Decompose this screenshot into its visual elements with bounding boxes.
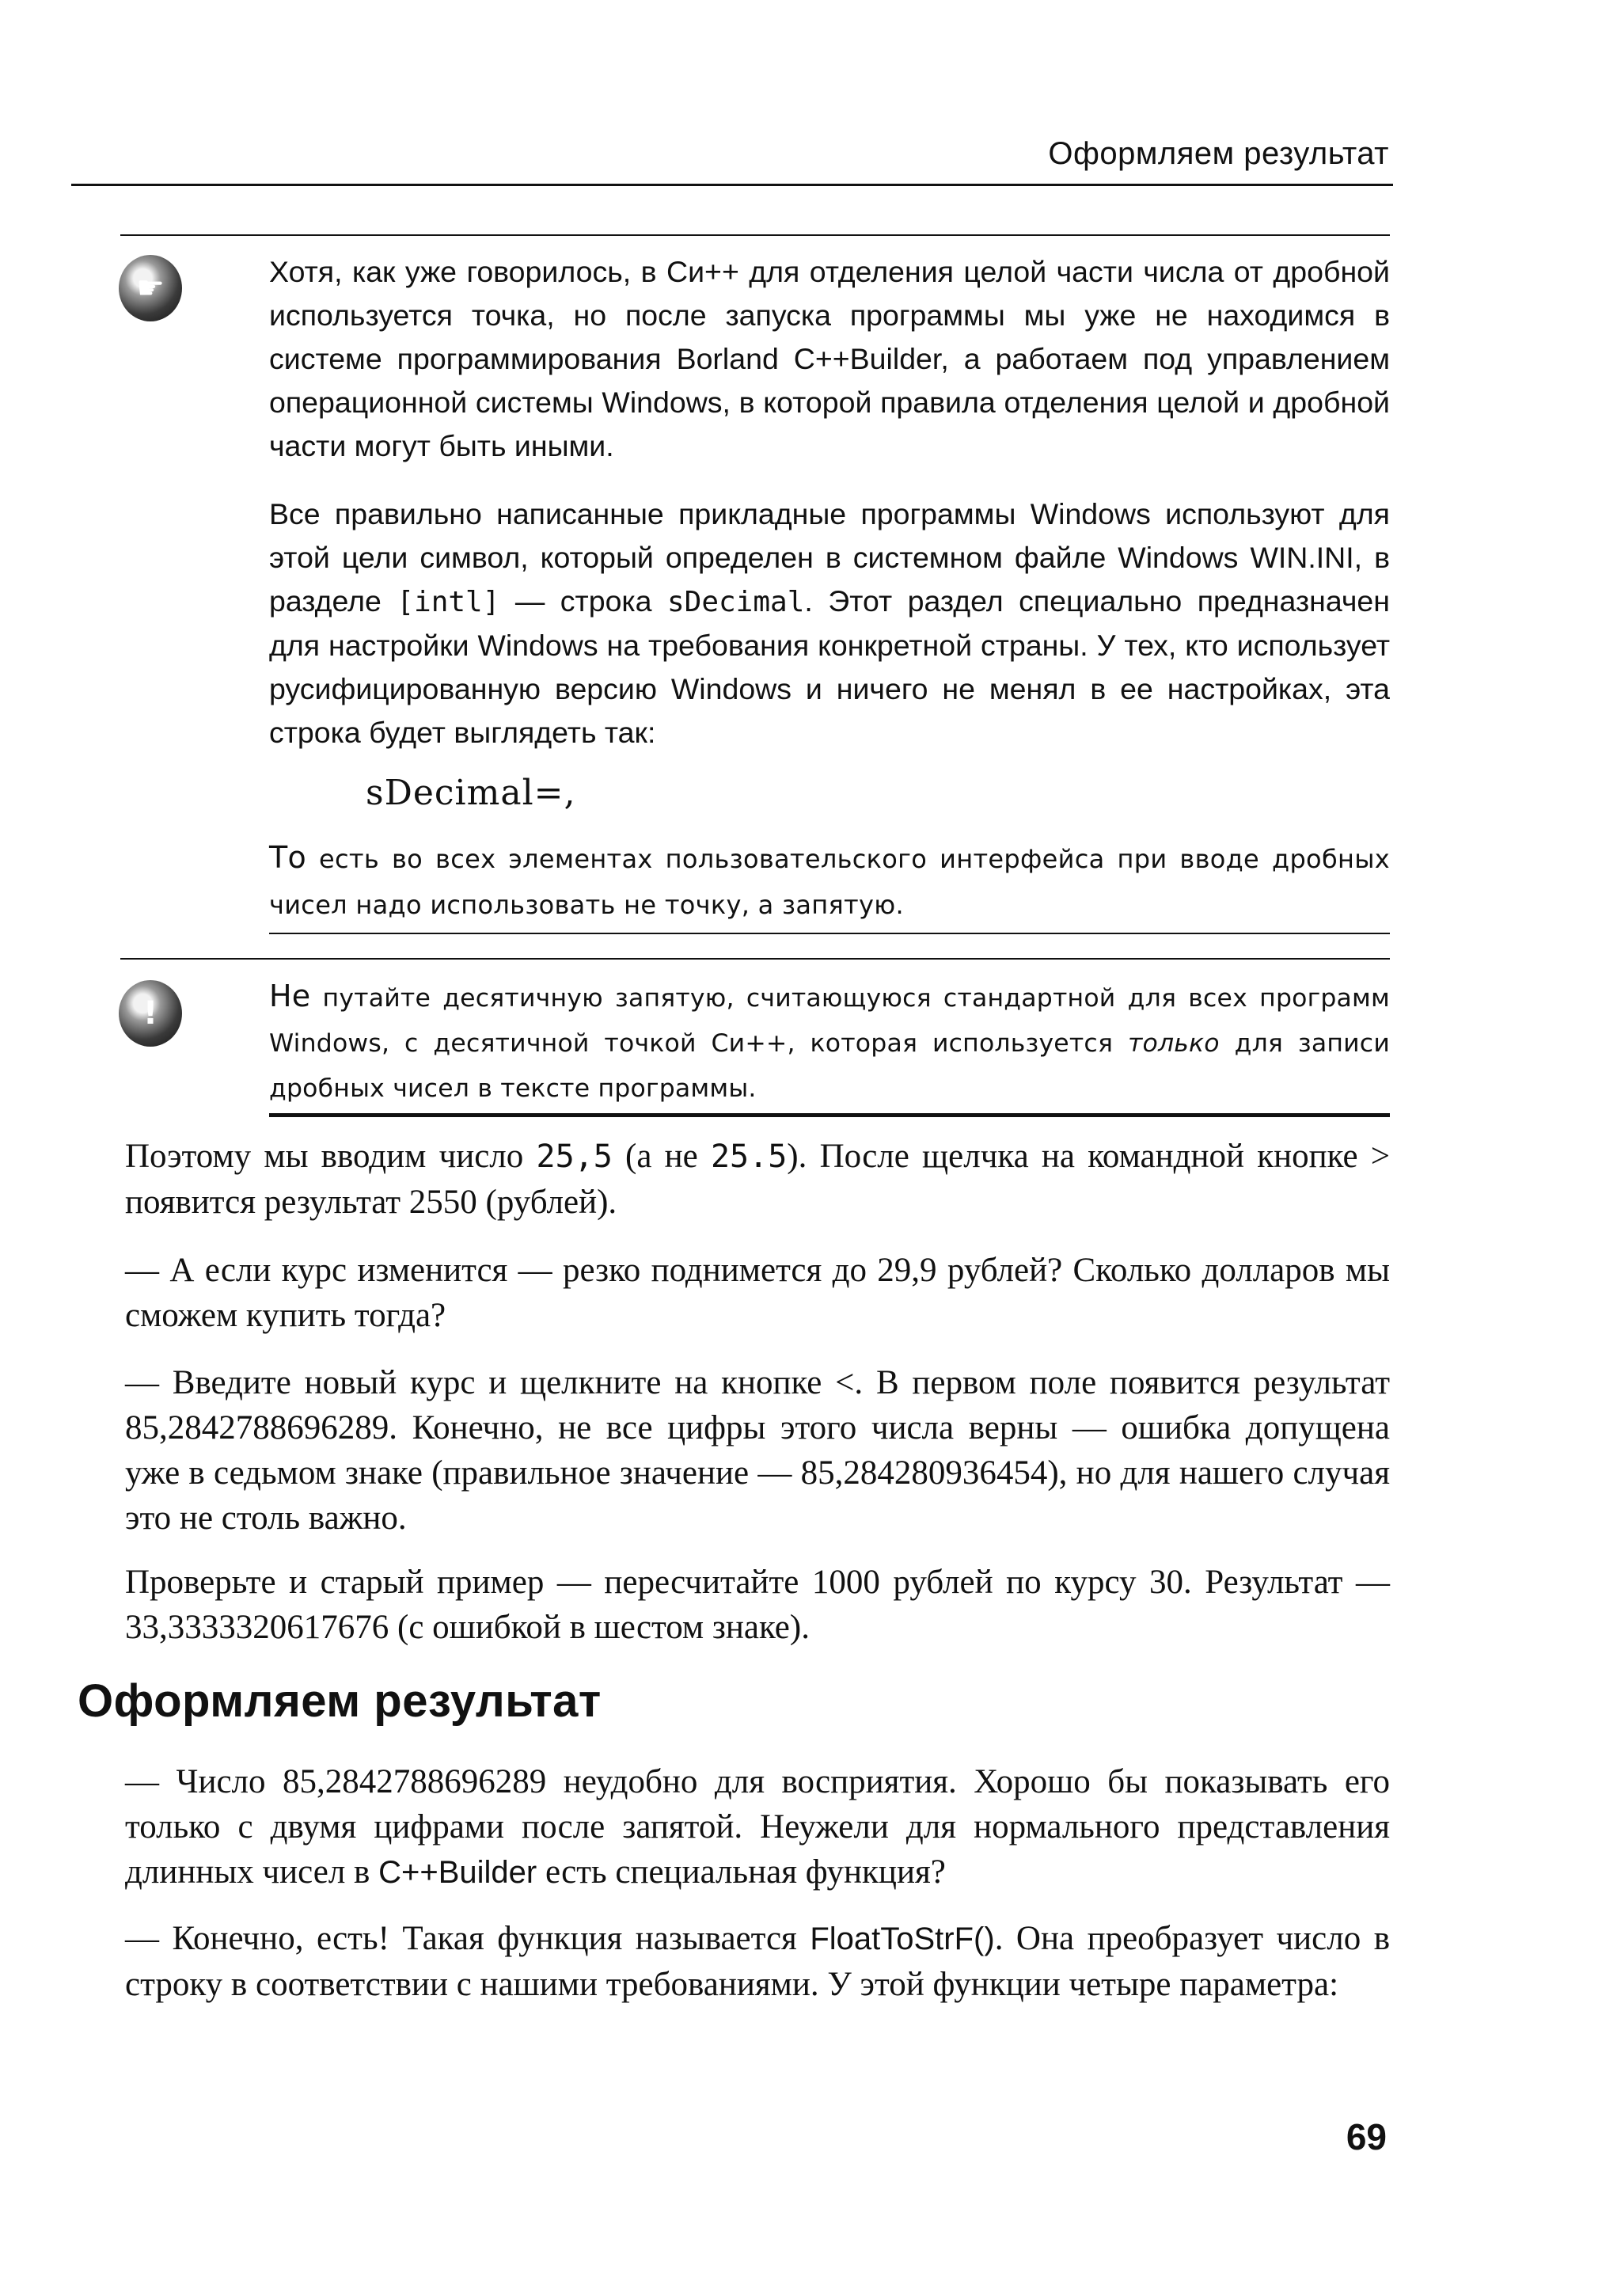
running-header: Оформляем результат xyxy=(1048,136,1389,171)
note-paragraph xyxy=(269,492,1390,755)
text-run: — Число 85,2842788696289 неудобно для восприятия. Хорошо бы показывать его только с двумя цифрами после запятой. Неужели для нормального представления длинных чисел в xyxy=(125,1763,1390,1891)
pointing-hand-icon: ☛ xyxy=(119,255,182,321)
inline-number: 25,5 xyxy=(536,1138,613,1175)
text-run: — Конечно, есть! Такая функция называется xyxy=(125,1920,810,1957)
ini-key-name: sDecimal xyxy=(666,586,805,618)
lead-word: Не xyxy=(269,979,311,1013)
body-paragraph: — Введите новый курс и щелкните на кнопке <. В первом поле появится результат 85,2842788696289. Конечно, не все цифры этого числа верны — ошибка допущена уже в седьмом знаке (правильное значение — 85,284280936454), но для нашего случая это не столь важно. xyxy=(125,1364,1390,1537)
emphasis-word: только xyxy=(1127,1029,1220,1058)
inline-number: 25.5 xyxy=(710,1138,788,1175)
section-heading: Оформляем результат xyxy=(78,1675,602,1727)
note-top-rule xyxy=(120,234,1390,236)
body-paragraph xyxy=(125,1916,1390,2007)
exclamation-icon: ! xyxy=(119,980,182,1047)
code-line: sDecimal=, xyxy=(366,773,576,813)
ini-section-name: [intl] xyxy=(397,586,500,618)
note-bottom-rule xyxy=(269,1113,1390,1117)
page-number: 69 xyxy=(1346,2116,1387,2157)
note-text-run: , в разделе xyxy=(269,541,1391,618)
text-run: ). После щелчка на командной кнопке > появится результат 2550 (рублей). xyxy=(125,1138,1390,1221)
function-name: FloatToStrF() xyxy=(810,1922,995,1956)
product-name: C++Builder xyxy=(378,1855,537,1890)
note-paragraph: Хотя, как уже говорилось, в Си++ для отделения целой части числа от дробной используется точка, но после запуска программы мы уже не находимся в системе программирования Borland C++Builder, а работаем под управлением операционной системы Windows, в которой правила отделения целой и дробной части могут быть иными. xyxy=(269,255,1390,462)
note-text-run: . Этот раздел специально предназначен для настройки Windows на требования конкретной страны. У тех, кто использует русифицированную версию Windows и ничего не менял в ее настройках, эта строка будет выглядеть так: xyxy=(269,584,1390,749)
note-paragraph xyxy=(269,834,1390,928)
text-run: есть специальная функция? xyxy=(537,1853,946,1891)
header-rule xyxy=(71,184,1393,186)
text-run: . Она преобразует число в строку в соответствии с нашими требованиями. У этой функции четыре параметра: xyxy=(125,1920,1391,2003)
note-text-run: для записи дробных чисел в тексте программы. xyxy=(269,1029,1390,1103)
note-text-run: путайте десятичную запятую, считающуюся стандартной для всех программ Windows, с десятичной точкой Си++, которая используется xyxy=(269,984,1390,1058)
lead-word: То xyxy=(269,840,307,875)
note-text-run: — строка xyxy=(499,584,667,618)
file-name: WIN.INI xyxy=(1250,541,1354,574)
body-paragraph xyxy=(125,1759,1390,1895)
text-run: Поэтому мы вводим число xyxy=(125,1138,537,1175)
note-text-run: Все правильно написанные прикладные программы Windows используют для этой цели символ, который определен в системном файле Windows xyxy=(269,497,1390,574)
note-top-rule xyxy=(120,958,1390,960)
body-paragraph xyxy=(125,1134,1390,1225)
note-bottom-rule xyxy=(269,933,1390,934)
body-paragraph: — А если курс изменится — резко поднимется до 29,9 рублей? Сколько долларов мы сможем купить тогда? xyxy=(125,1252,1390,1334)
note-paragraph xyxy=(269,974,1390,1112)
body-paragraph: Проверьте и старый пример — пересчитайте 1000 рублей по курсу 30. Результат — 33,3333320617676 (с ошибкой в шестом знаке). xyxy=(125,1564,1390,1646)
text-run: (а не xyxy=(612,1138,711,1175)
note-text-run: есть во всех элементах пользовательского интерфейса при вводе дробных чисел надо использовать не точку, а запятую. xyxy=(269,844,1390,920)
